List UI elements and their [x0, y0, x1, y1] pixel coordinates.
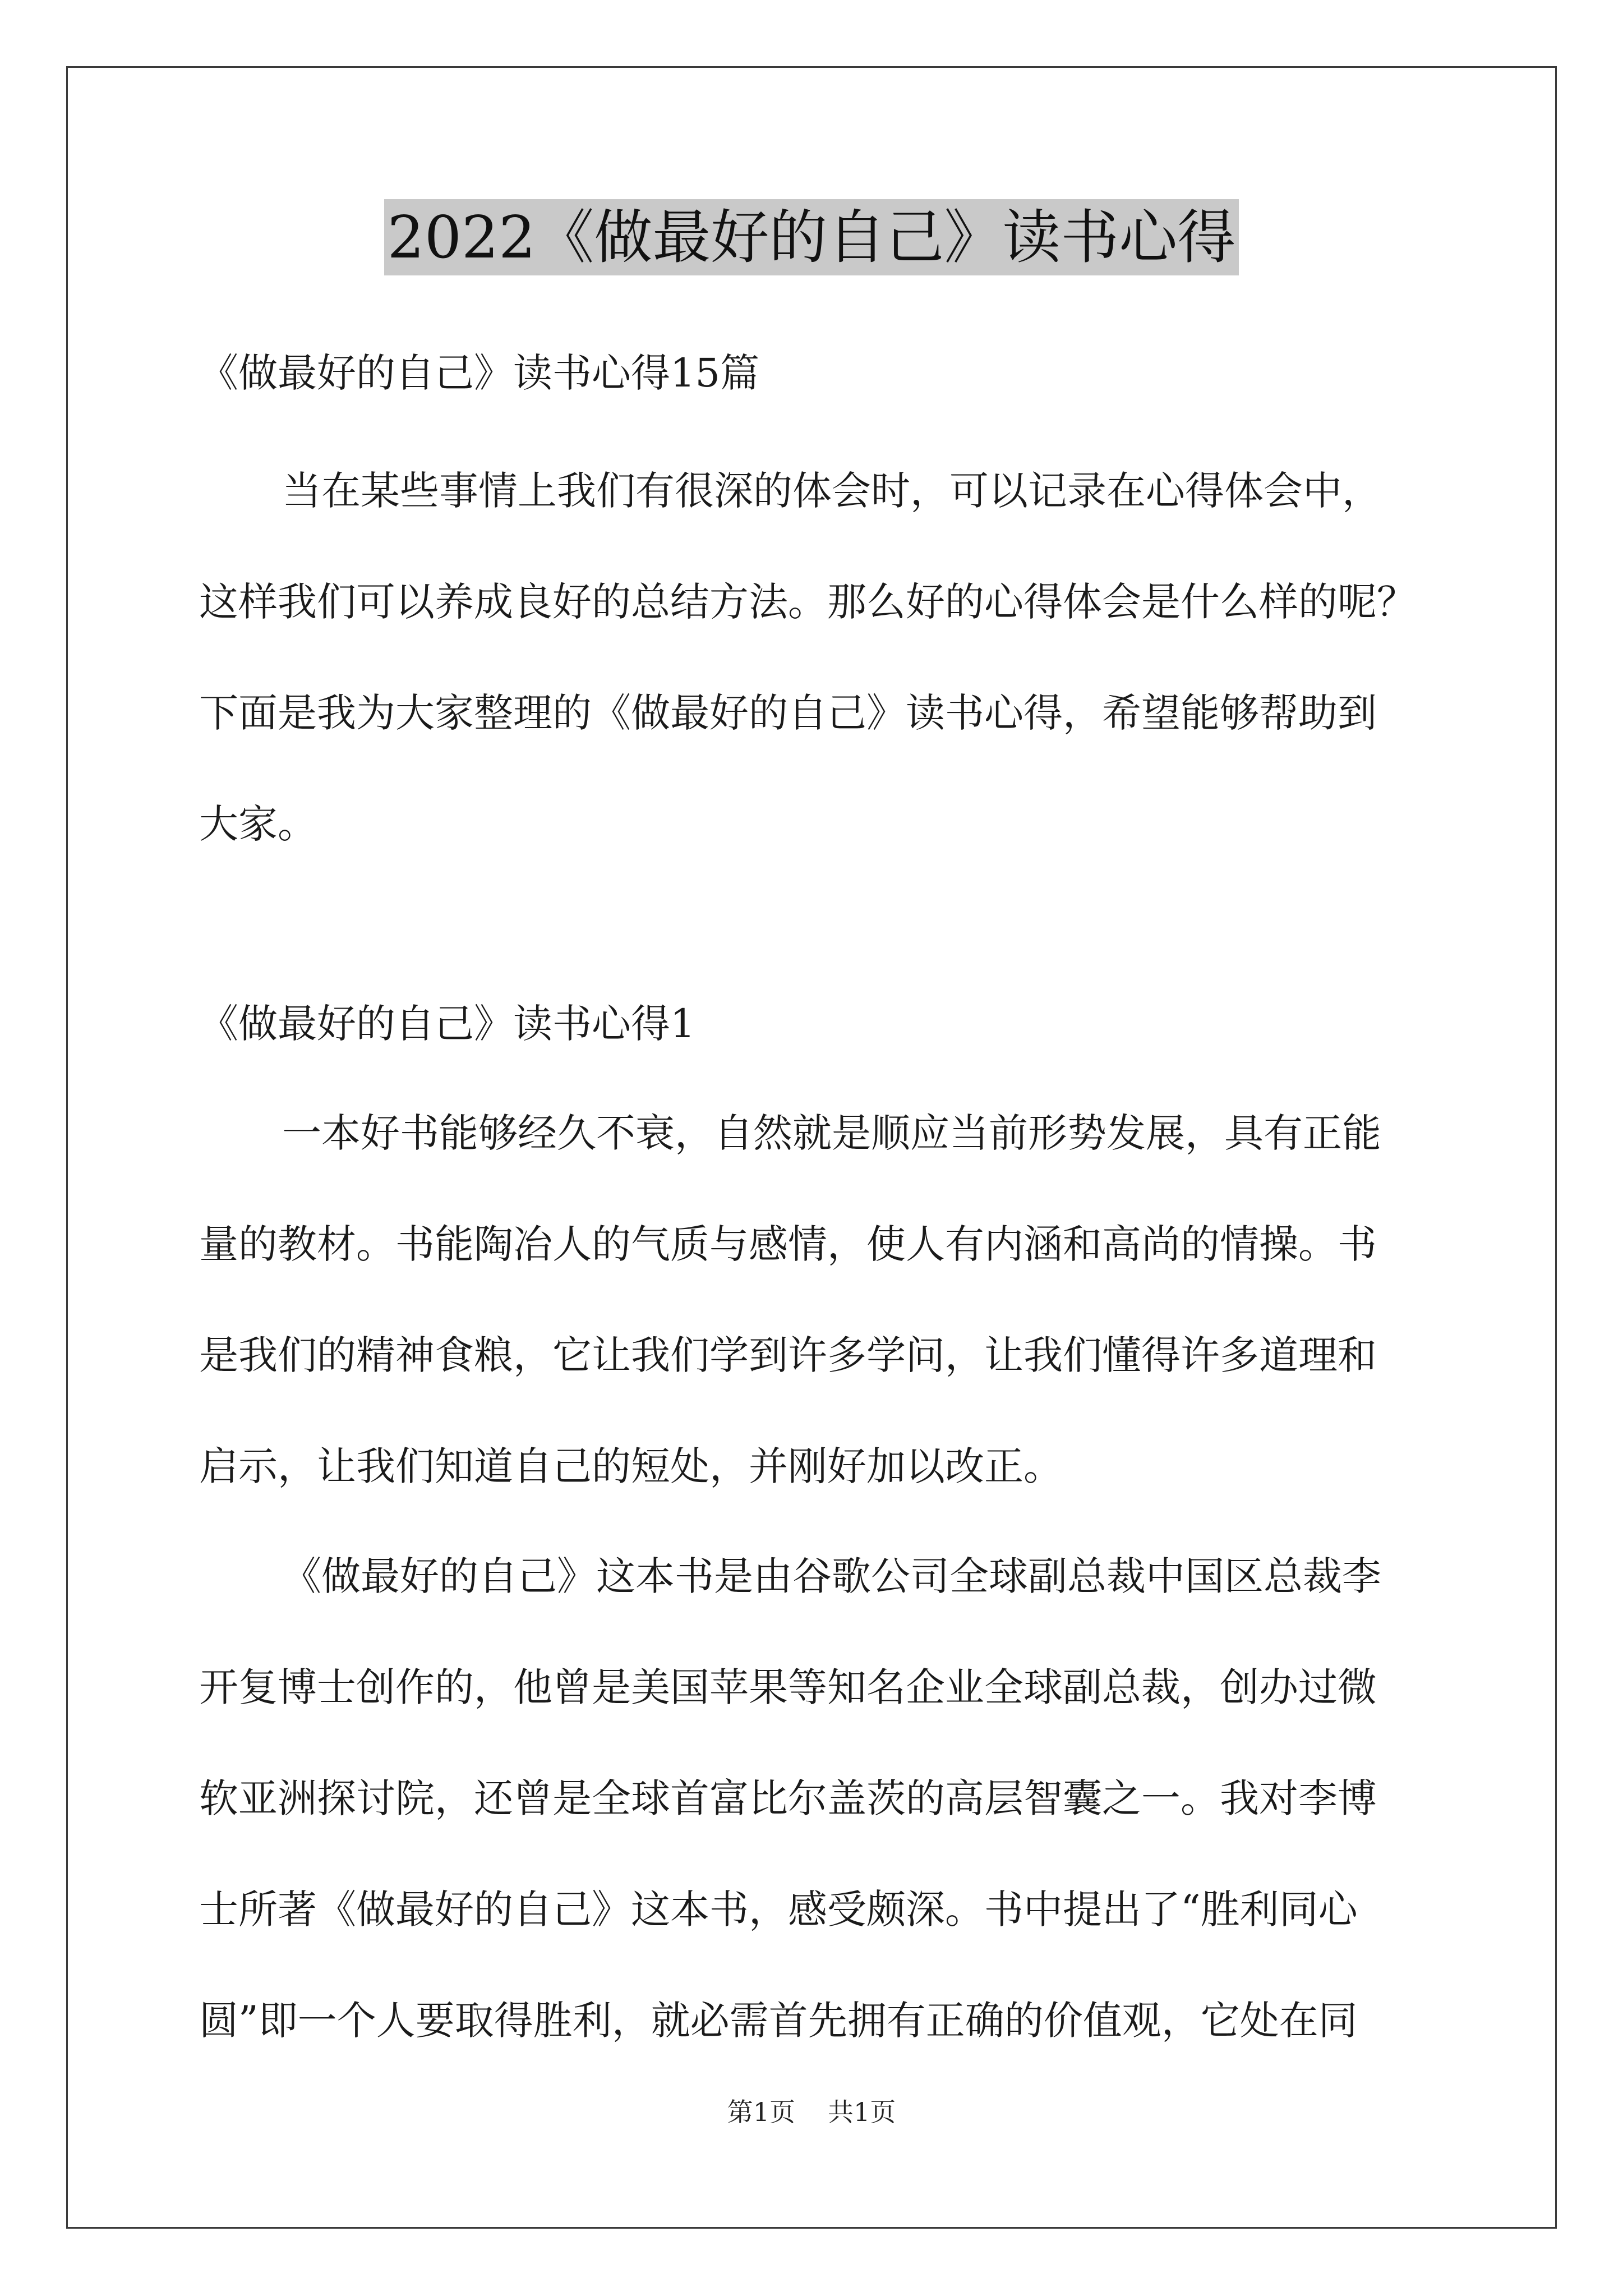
paragraph-line: 一本好书能够经久不衰，自然就是顺应当前形势发展，具有正能 [282, 1110, 1381, 1156]
paragraph-line: 士所著《做最好的自己》这本书，感受颇深。书中提出了“胜利同心 [199, 1887, 1358, 1932]
paragraph-line: 量的教材。书能陶冶人的气质与感情，使人有内涵和高尚的情操。书 [199, 1221, 1377, 1267]
paragraph-line: 圆”即一个人要取得胜利，就必需首先拥有正确的价值观，它处在同 [199, 1998, 1358, 2044]
paragraph-line: 是我们的精神食粮，它让我们学到许多学问，让我们懂得许多道理和 [199, 1332, 1377, 1378]
intro-line: 下面是我为大家整理的《做最好的自己》读书心得，希望能够帮助到 [199, 690, 1377, 736]
paragraph-line: 软亚洲探讨院，还曾是全球首富比尔盖茨的高层智囊之一。我对李博 [199, 1775, 1377, 1821]
document-title: 2022《做最好的自己》读书心得 [384, 199, 1239, 275]
section-heading: 《做最好的自己》读书心得1 [199, 1001, 695, 1047]
page-total: 共1页 [828, 2097, 896, 2127]
subtitle: 《做最好的自己》读书心得15篇 [199, 350, 760, 396]
intro-line: 当在某些事情上我们有很深的体会时，可以记录在心得体会中， [282, 468, 1381, 514]
paragraph-line: 启示，让我们知道自己的短处，并刚好加以改正。 [199, 1443, 1063, 1489]
page-footer [0, 2095, 1623, 2129]
page-number: 第1页 [727, 2097, 795, 2127]
paragraph-line: 开复博士创作的，他曾是美国苹果等知名企业全球副总裁，创办过微 [199, 1664, 1377, 1710]
paragraph-line: 《做最好的自己》这本书是由谷歌公司全球副总裁中国区总裁李 [282, 1553, 1381, 1599]
intro-line: 大家。 [199, 801, 317, 847]
title-container [0, 199, 1623, 275]
intro-line: 这样我们可以养成良好的总结方法。那么好的心得体会是什么样的呢？ [199, 579, 1416, 625]
